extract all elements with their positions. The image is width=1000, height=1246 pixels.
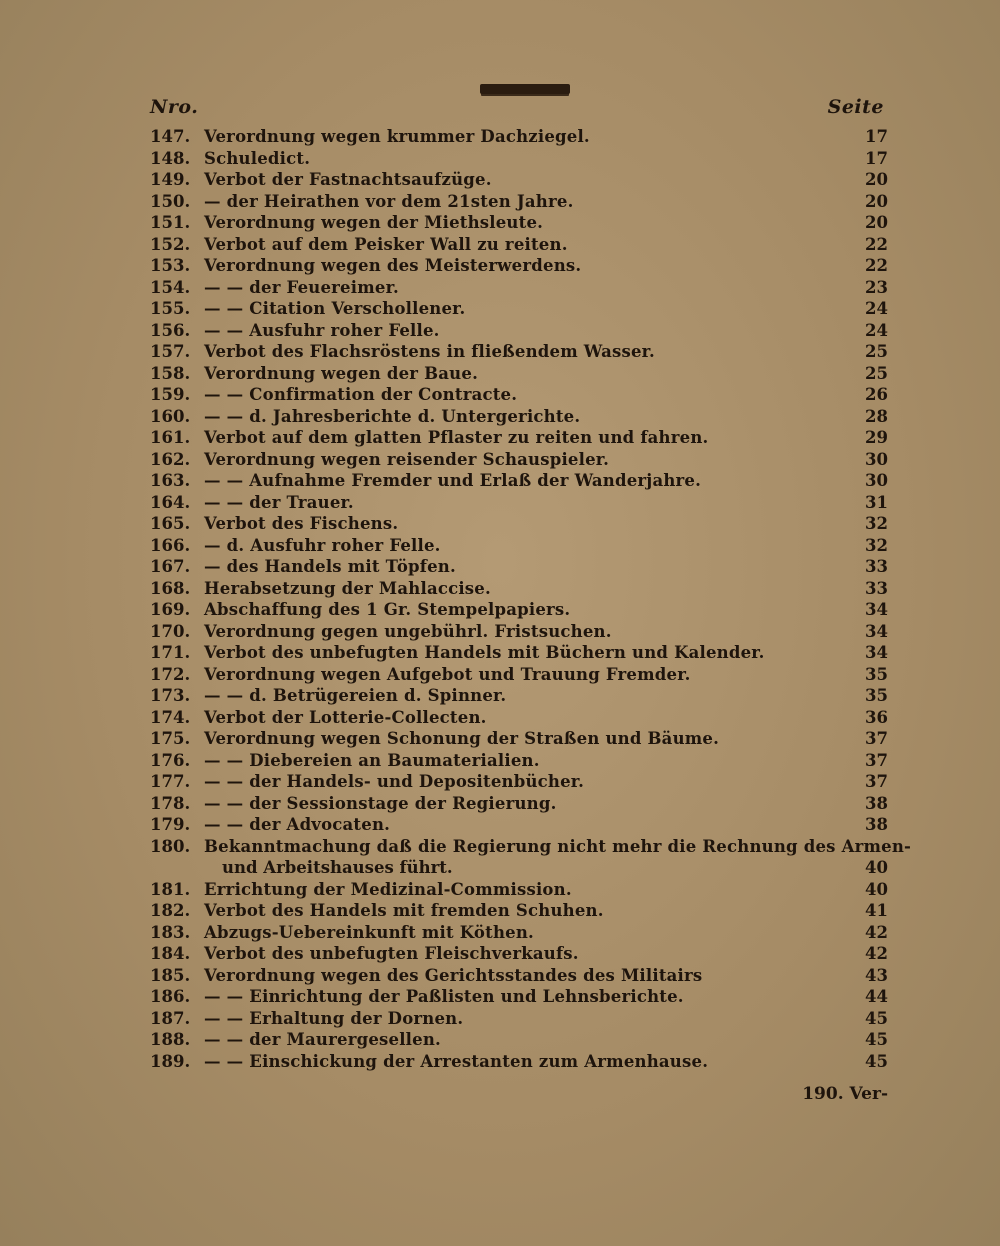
toc-entry: [0, 298, 1000, 320]
entry-page: 20: [865, 213, 888, 232]
entry-title: — d. Ausfuhr roher Felle.: [204, 535, 441, 555]
entry-page: 33: [865, 557, 888, 576]
entry-page: 29: [865, 428, 888, 447]
entry-page: 23: [865, 277, 888, 297]
toc-entry: [0, 793, 1000, 815]
entry-page: 26: [865, 385, 888, 404]
entry-number: 171.: [150, 643, 191, 662]
entry-title: Herabsetzung der Mahlaccise.: [204, 578, 491, 598]
entry-title: Verordnung wegen krummer Dachziegel.: [204, 127, 590, 146]
entry-page: 20: [865, 191, 888, 211]
entry-number: 185.: [150, 965, 191, 985]
entry-title: — — der Trauer.: [204, 492, 354, 512]
entry-page: 43: [865, 965, 888, 985]
entry-number: 177.: [150, 772, 191, 791]
entry-number: 152.: [150, 234, 191, 254]
entry-page: 25: [865, 363, 888, 383]
entry-page: 30: [865, 471, 888, 490]
entry-title: — — Citation Verschollener.: [204, 299, 466, 318]
entry-page: 24: [865, 320, 888, 340]
toc-entry: [0, 836, 1000, 858]
entry-page: 42: [865, 922, 888, 942]
entry-number: 184.: [150, 944, 191, 963]
entry-title: — — der Advocaten.: [204, 815, 391, 834]
column-header-page: Seite: [827, 96, 884, 118]
entry-number: 189.: [150, 1051, 191, 1071]
toc-entry: [0, 1008, 1000, 1030]
entry-title: — — der Handels- und Depositenbücher.: [204, 772, 585, 791]
entry-number: 186.: [150, 987, 191, 1006]
entry-title: — — Einrichtung der Paßlisten und Lehnsberichte.: [204, 987, 684, 1006]
entry-title: und Arbeitshauses führt.: [222, 858, 453, 877]
decorative-rule: [480, 84, 570, 94]
entry-title: Verbot der Lotterie-Collecten.: [204, 707, 487, 727]
entry-number: 160.: [150, 406, 191, 426]
entry-number: 174.: [150, 707, 191, 727]
entry-page: 35: [865, 686, 888, 705]
toc-entry: [0, 255, 1000, 277]
entry-number: 183.: [150, 922, 191, 942]
entry-title: Verordnung wegen der Baue.: [204, 363, 479, 383]
entry-number: 187.: [150, 1008, 191, 1028]
toc-entry: [0, 470, 1000, 492]
entry-page: 37: [865, 772, 888, 791]
entry-title: Verbot des Fischens.: [204, 514, 399, 533]
entry-page: 35: [865, 664, 888, 684]
entry-page: 41: [865, 901, 888, 920]
toc-entry: [0, 169, 1000, 191]
entry-page: 42: [865, 944, 888, 963]
toc-entry: [0, 234, 1000, 256]
entry-title: Verbot des unbefugten Handels mit Büchern und Kalender.: [204, 643, 765, 662]
entry-page: 40: [865, 879, 888, 899]
entry-number: 153.: [150, 256, 191, 275]
entry-page: 36: [865, 707, 888, 727]
entry-page: 20: [865, 170, 888, 189]
toc-entry: [0, 556, 1000, 578]
entry-number: 179.: [150, 815, 191, 834]
toc-entry: [0, 986, 1000, 1008]
toc-entry: [0, 965, 1000, 987]
entry-number: 155.: [150, 299, 191, 318]
entry-number: 157.: [150, 342, 191, 361]
entry-page: 38: [865, 793, 888, 813]
toc-entry: [0, 427, 1000, 449]
toc-entry: [0, 126, 1000, 148]
entry-page: 22: [865, 256, 888, 275]
entry-number: 181.: [150, 879, 191, 899]
entry-number: 151.: [150, 213, 191, 232]
entry-title: — — der Sessionstage der Regierung.: [204, 793, 557, 813]
toc-entry: [0, 814, 1000, 836]
entry-title: Verordnung gegen ungebührl. Fristsuchen.: [204, 621, 612, 641]
entry-number: 158.: [150, 363, 191, 383]
entry-title: Errichtung der Medizinal-Commission.: [204, 879, 572, 899]
entry-number: 149.: [150, 170, 191, 189]
entry-page: 30: [865, 449, 888, 469]
toc-entry: [0, 857, 1000, 879]
entry-number: 162.: [150, 449, 191, 469]
table-of-contents: [0, 126, 1000, 1072]
toc-entry: [0, 771, 1000, 793]
entry-number: 168.: [150, 578, 191, 598]
entry-title: — — Diebereien an Baumaterialien.: [204, 750, 540, 770]
entry-page: 34: [865, 600, 888, 619]
toc-entry: [0, 922, 1000, 944]
toc-entry: [0, 191, 1000, 213]
entry-number: 178.: [150, 793, 191, 813]
toc-entry: [0, 341, 1000, 363]
entry-number: 161.: [150, 428, 191, 447]
entry-page: 37: [865, 750, 888, 770]
entry-page: 32: [865, 535, 888, 555]
entry-number: 147.: [150, 127, 191, 146]
entry-number: 176.: [150, 750, 191, 770]
entry-number: 154.: [150, 277, 191, 297]
toc-entry: [0, 320, 1000, 342]
entry-title: — — Aufnahme Fremder und Erlaß der Wanderjahre.: [204, 471, 702, 490]
entry-title: Verordnung wegen reisender Schauspieler.: [204, 449, 610, 469]
entry-page: 32: [865, 514, 888, 533]
entry-title: Verbot auf dem glatten Pflaster zu reiten und fahren.: [204, 428, 709, 447]
entry-page: 17: [865, 127, 888, 146]
entry-title: — — der Feuereimer.: [204, 277, 399, 297]
entry-page: 22: [865, 234, 888, 254]
entry-title: Bekanntmachung daß die Regierung nicht mehr die Rechnung des Armen-: [204, 836, 912, 856]
toc-entry: [0, 277, 1000, 299]
entry-title: Schuledict.: [204, 148, 311, 168]
entry-number: 167.: [150, 557, 191, 576]
entry-title: Verbot der Fastnachtsaufzüge.: [204, 170, 492, 189]
entry-page: 45: [865, 1008, 888, 1028]
toc-entry: [0, 148, 1000, 170]
entry-page: 37: [865, 729, 888, 748]
catchword: 190. Ver-: [802, 1084, 888, 1104]
entry-number: 169.: [150, 600, 191, 619]
toc-entry: [0, 1029, 1000, 1051]
entry-title: Verordnung wegen Schonung der Straßen und Bäume.: [204, 729, 720, 748]
toc-entry: [0, 212, 1000, 234]
entry-number: 188.: [150, 1030, 191, 1049]
toc-entry: [0, 707, 1000, 729]
toc-entry: [0, 492, 1000, 514]
entry-number: 150.: [150, 191, 191, 211]
column-header-number: Nro.: [150, 96, 199, 118]
toc-entry: [0, 750, 1000, 772]
entry-title: Verordnung wegen der Miethsleute.: [204, 213, 544, 232]
toc-entry: [0, 363, 1000, 385]
entry-number: 175.: [150, 729, 191, 748]
entry-title: Verordnung wegen des Gerichtsstandes des Militairs: [204, 965, 703, 985]
entry-number: 156.: [150, 320, 191, 340]
entry-number: 159.: [150, 385, 191, 404]
toc-entry: [0, 943, 1000, 965]
entry-title: — — d. Betrügereien d. Spinner.: [204, 686, 507, 705]
entry-page: 34: [865, 621, 888, 641]
entry-number: 148.: [150, 148, 191, 168]
entry-page: 31: [865, 492, 888, 512]
entry-title: — — Einschickung der Arrestanten zum Armenhause.: [204, 1051, 709, 1071]
entry-number: 164.: [150, 492, 191, 512]
entry-title: Verordnung wegen Aufgebot und Trauung Fremder.: [204, 664, 691, 684]
entry-page: 40: [865, 858, 888, 877]
entry-page: 38: [865, 815, 888, 834]
entry-number: 165.: [150, 514, 191, 533]
entry-title: Abschaffung des 1 Gr. Stempelpapiers.: [204, 600, 571, 619]
entry-page: 28: [865, 406, 888, 426]
toc-entry: [0, 384, 1000, 406]
entry-number: 163.: [150, 471, 191, 490]
toc-entry: [0, 599, 1000, 621]
entry-page: 17: [865, 148, 888, 168]
toc-entry: [0, 513, 1000, 535]
toc-entry: [0, 578, 1000, 600]
toc-entry: [0, 406, 1000, 428]
entry-title: — — Ausfuhr roher Felle.: [204, 320, 440, 340]
entry-page: 44: [865, 987, 888, 1006]
toc-entry: [0, 664, 1000, 686]
entry-title: Abzugs-Uebereinkunft mit Köthen.: [204, 922, 534, 942]
entry-title: — der Heirathen vor dem 21sten Jahre.: [204, 191, 574, 211]
toc-entry: [0, 685, 1000, 707]
entry-title: Verbot des Flachsröstens in fließendem Wasser.: [204, 342, 655, 361]
toc-entry: [0, 535, 1000, 557]
entry-page: 24: [865, 299, 888, 318]
toc-entry: [0, 621, 1000, 643]
entry-page: 45: [865, 1051, 888, 1071]
toc-entry: [0, 642, 1000, 664]
entry-page: 34: [865, 643, 888, 662]
toc-entry: [0, 900, 1000, 922]
entry-title: — — Erhaltung der Dornen.: [204, 1008, 464, 1028]
entry-page: 25: [865, 342, 888, 361]
toc-entry: [0, 728, 1000, 750]
entry-number: 172.: [150, 664, 191, 684]
entry-number: 170.: [150, 621, 191, 641]
entry-title: Verordnung wegen des Meisterwerdens.: [204, 256, 582, 275]
toc-entry: [0, 879, 1000, 901]
toc-entry: [0, 449, 1000, 471]
entry-number: 173.: [150, 686, 191, 705]
entry-number: 166.: [150, 535, 191, 555]
entry-title: Verbot auf dem Peisker Wall zu reiten.: [204, 234, 568, 254]
entry-title: Verbot des unbefugten Fleischverkaufs.: [204, 944, 579, 963]
entry-title: — — d. Jahresberichte d. Untergerichte.: [204, 406, 581, 426]
entry-title: — des Handels mit Töpfen.: [204, 557, 456, 576]
entry-page: 33: [865, 578, 888, 598]
entry-title: — — der Maurergesellen.: [204, 1030, 441, 1049]
toc-entry: [0, 1051, 1000, 1073]
entry-page: 45: [865, 1030, 888, 1049]
entry-title: Verbot des Handels mit fremden Schuhen.: [204, 901, 604, 920]
entry-title: — — Confirmation der Contracte.: [204, 385, 518, 404]
entry-number: 182.: [150, 901, 191, 920]
entry-number: 180.: [150, 836, 191, 856]
